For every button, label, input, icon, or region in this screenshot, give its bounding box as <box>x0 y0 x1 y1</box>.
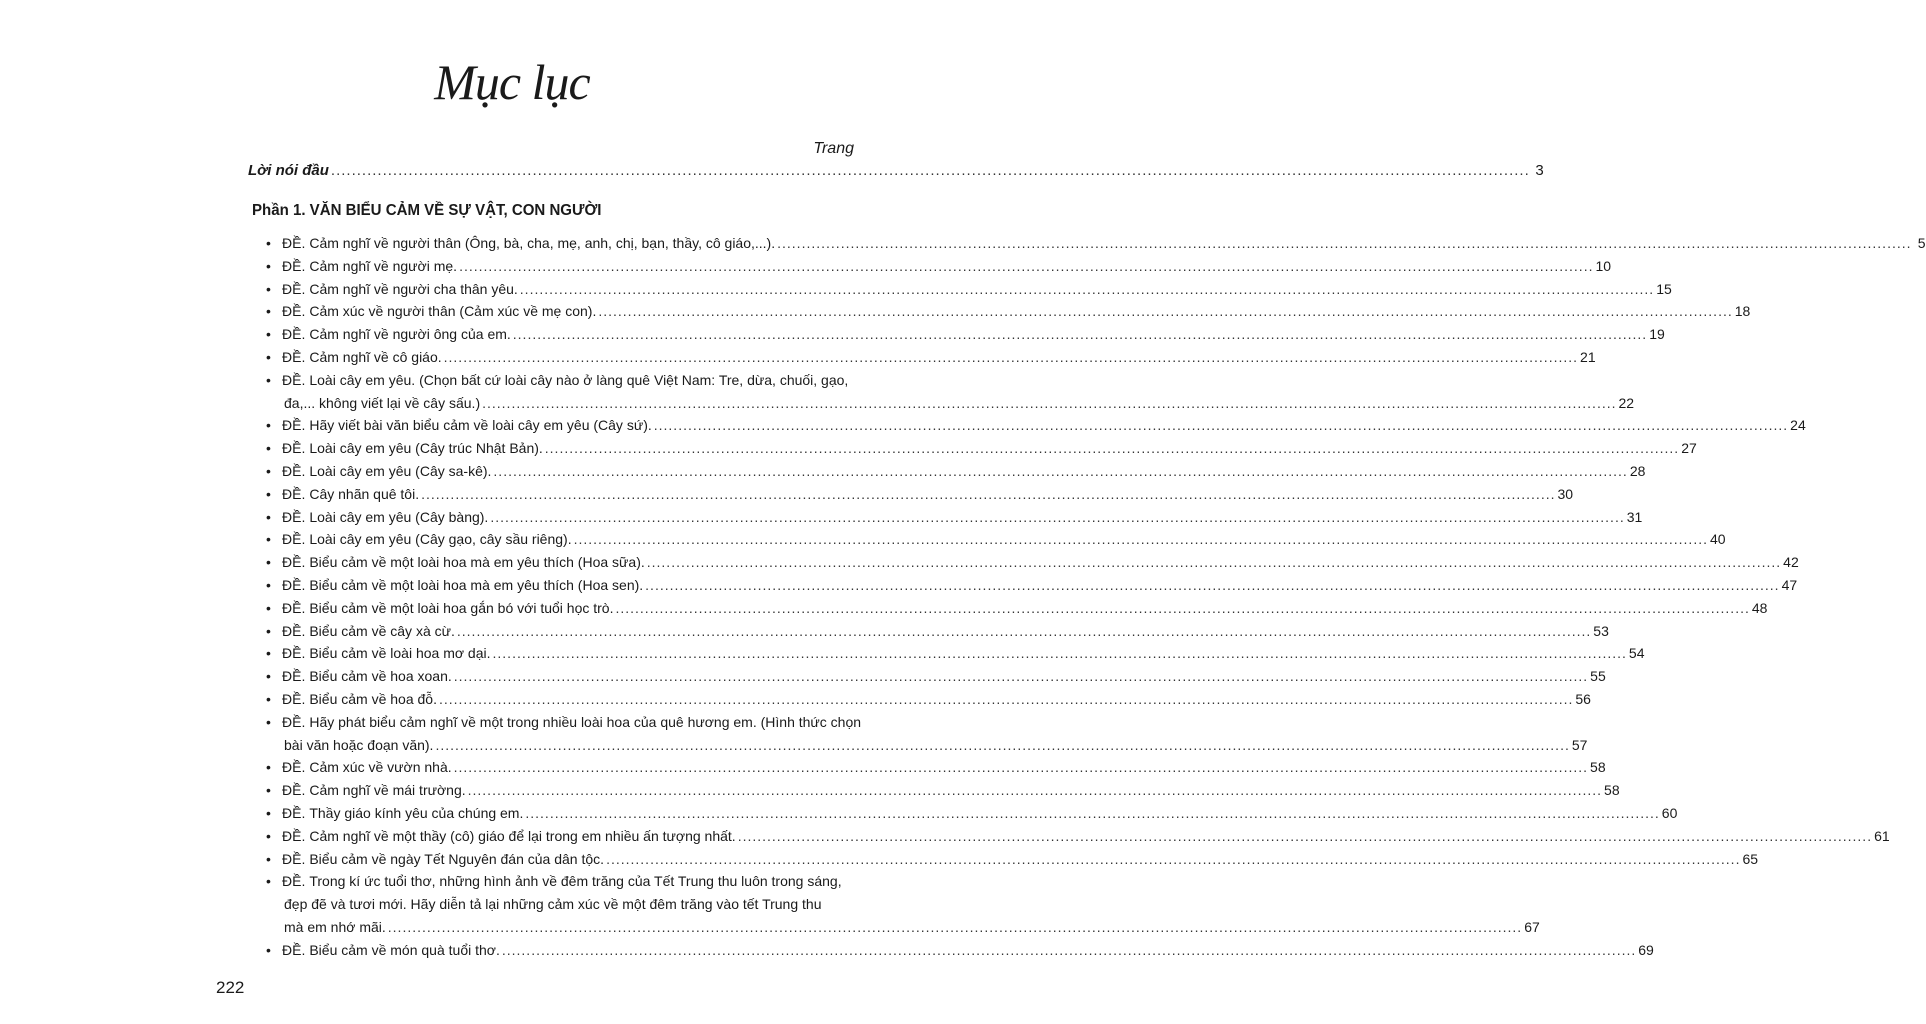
toc-entry-body: Biểu cảm về món quà tuổi thơ. <box>309 941 500 958</box>
bullet-icon: • <box>266 645 271 662</box>
dot-leader <box>598 300 1732 323</box>
toc-entry-body: Biểu cảm về một loài hoa gắn bó với tuổi học trò. <box>309 599 614 616</box>
entry-prefix: ĐỀ. <box>282 873 306 890</box>
toc-entry <box>266 369 1635 415</box>
toc-entry-text <box>282 665 452 688</box>
toc-entry-line <box>282 802 1678 825</box>
toc-entry-line <box>282 825 1890 848</box>
entry-prefix: ĐỀ. <box>282 417 306 434</box>
toc-entry-body: Cảm xúc về vườn nhà. <box>309 759 452 776</box>
toc-entry-body: mà em nhớ mãi. <box>284 918 386 935</box>
toc-entry-page: 42 <box>1783 554 1799 571</box>
bullet-icon: • <box>266 440 271 457</box>
toc-entry <box>266 779 1620 802</box>
dot-leader <box>520 278 1654 301</box>
entry-prefix: ĐỀ. <box>282 462 306 479</box>
toc-entry <box>266 255 1612 278</box>
dot-leader <box>331 162 1530 179</box>
toc-entry <box>266 688 1591 711</box>
toc-entry-body: Cảm nghĩ về người thân (Ông, bà, cha, mẹ, anh, chị, bạn, thầy, cô giáo,...). <box>309 235 776 251</box>
toc-entry-line <box>282 255 1612 278</box>
toc-entry-body: Loài cây em yêu (Cây sa-kê). <box>309 462 492 479</box>
toc-entry-line <box>282 939 1654 962</box>
toc-entry-line <box>282 711 862 734</box>
entry-prefix: ĐỀ. <box>282 485 306 502</box>
toc-entry <box>266 574 1798 597</box>
bullet-icon: • <box>266 303 271 320</box>
entry-prefix: ĐỀ. <box>282 257 306 274</box>
bullet-icon: • <box>266 941 271 958</box>
bullet-icon: • <box>266 485 271 502</box>
dot-leader <box>439 688 1573 711</box>
toc-entry <box>266 437 1697 460</box>
toc-entry-page: 56 <box>1575 690 1591 707</box>
part-heading: Phần 1. VĂN BIỂU CẢM VỀ SỰ VẬT, CON NGƯỜI <box>252 202 602 219</box>
toc-entry-page: 10 <box>1595 257 1612 274</box>
toc-entry-text <box>282 896 821 912</box>
entry-prefix: ĐỀ. <box>282 348 306 365</box>
toc-entry-page: 31 <box>1626 508 1643 525</box>
toc-entry <box>266 825 1890 848</box>
entry-prefix: ĐỀ. <box>282 508 306 525</box>
toc-entry-text <box>282 873 842 889</box>
entry-prefix: ĐỀ. <box>282 941 306 958</box>
toc-entry <box>266 278 1672 301</box>
toc-entry-text <box>282 779 466 802</box>
toc-entry-text <box>282 688 437 711</box>
toc-entry-text <box>282 551 645 574</box>
toc-entry-body: Biểu cảm về hoa đỗ. <box>309 690 437 707</box>
bullet-icon: • <box>266 235 271 251</box>
entry-prefix: ĐỀ. <box>282 371 306 388</box>
toc-entry-page: 18 <box>1734 303 1751 320</box>
toc-entry-line <box>282 870 854 893</box>
dot-leader <box>645 574 1779 597</box>
bullet-icon: • <box>266 348 271 365</box>
toc-entry-body: Biểu cảm về ngày Tết Nguyên đán của dân tộc. <box>309 850 605 867</box>
page-title: Mục lục <box>434 54 590 110</box>
bullet-icon: • <box>266 827 271 844</box>
bullet-icon: • <box>266 668 271 685</box>
toc-entry <box>266 848 1759 871</box>
entry-prefix: ĐỀ. <box>282 440 306 457</box>
toc-entry-text <box>282 323 511 346</box>
toc-entry-body: Cảm nghĩ về cô giáo. <box>309 348 442 365</box>
toc-entry-page: 15 <box>1656 280 1672 297</box>
toc-entry-line <box>282 597 1768 620</box>
entry-prefix: ĐỀ. <box>282 235 306 251</box>
bullet-icon: • <box>266 508 271 525</box>
toc-entry <box>266 939 1654 962</box>
toc-entry-body: Cây nhãn quê tôi. <box>309 485 420 502</box>
toc-entry-body: Cảm nghĩ về mái trường. <box>309 782 466 799</box>
toc-entry-page: 69 <box>1638 941 1654 958</box>
entry-prefix: ĐỀ. <box>282 827 306 844</box>
toc-entry-line <box>282 278 1672 301</box>
toc-entry-page: 57 <box>1571 736 1588 753</box>
toc-entry <box>266 460 1646 483</box>
toc-entry-page: 22 <box>1618 394 1635 411</box>
bullet-icon: • <box>266 804 271 821</box>
toc-entry-page: 58 <box>1604 782 1620 799</box>
toc-entry-text <box>282 483 419 506</box>
toc-entry-text <box>282 642 491 665</box>
dot-leader <box>482 392 1616 415</box>
toc-entry-body: Trong kí ức tuổi thơ, những hình ảnh về đêm trăng của Tết Trung thu luôn trong sáng, <box>309 873 842 890</box>
dot-leader <box>493 642 1627 665</box>
toc-entry-line <box>282 756 1606 779</box>
dot-leader <box>738 825 1872 848</box>
toc-entry <box>266 483 1574 506</box>
preface-page: 3 <box>1535 162 1544 179</box>
toc-entry-body: Cảm nghĩ về người mẹ. <box>309 257 458 274</box>
bullet-icon: • <box>266 326 271 343</box>
toc-entry-text <box>282 460 491 483</box>
toc-entry-body: Hãy phát biểu cảm nghĩ về một trong nhiều loài hoa của quê hương em. (Hình thức chọn <box>309 713 862 730</box>
toc-entry-body: Cảm nghĩ về người ông của em. <box>309 326 511 343</box>
toc-entry <box>266 300 1751 323</box>
toc-entry <box>266 232 1926 255</box>
entry-prefix: ĐỀ. <box>282 850 306 867</box>
toc-entry-page: 5 <box>1917 235 1926 251</box>
toc-entry-line <box>282 893 854 916</box>
toc-entry-text <box>282 437 543 460</box>
toc-entry-line <box>282 483 1574 506</box>
bullet-icon: • <box>266 782 271 799</box>
toc-entry-text <box>282 255 457 278</box>
toc-list <box>266 232 1926 962</box>
entry-prefix: ĐỀ. <box>282 599 306 616</box>
page-column-label: Trang <box>813 140 854 157</box>
toc-entry-body: Cảm xúc về người thân (Cảm xúc về mẹ con). <box>309 303 597 320</box>
dot-leader <box>435 734 1569 757</box>
toc-entry-text <box>282 734 433 757</box>
toc-entry-line <box>282 665 1606 688</box>
dot-leader <box>454 756 1588 779</box>
page-number: 222 <box>216 978 245 997</box>
toc-entry <box>266 346 1596 369</box>
toc-entry-body: Loài cây em yêu. (Chọn bất cứ loài cây nào ở làng quê Việt Nam: Tre, dừa, chuối, gạo, <box>309 371 849 388</box>
dot-leader <box>574 528 1708 551</box>
toc-entry <box>266 506 1643 529</box>
toc-entry-text <box>282 300 596 323</box>
bullet-icon: • <box>266 280 271 297</box>
toc-entry-text <box>282 939 500 962</box>
dot-leader <box>606 848 1740 871</box>
dot-leader <box>490 506 1624 529</box>
toc-entry-body: Biểu cảm về cây xà cừ. <box>309 622 455 639</box>
bullet-icon: • <box>266 417 271 434</box>
toc-entry-page: 61 <box>1874 827 1890 844</box>
toc-entry-text <box>282 756 452 779</box>
toc-entry-page: 60 <box>1661 804 1678 821</box>
dot-leader <box>502 939 1636 962</box>
bullet-icon: • <box>266 873 271 890</box>
entry-prefix: ĐỀ. <box>282 622 306 639</box>
toc-entry <box>266 642 1645 665</box>
entry-prefix: ĐỀ. <box>282 713 306 730</box>
toc-entry-text <box>282 620 455 643</box>
bullet-icon: • <box>266 576 271 593</box>
toc-entry-body: Cảm nghĩ về một thầy (cô) giáo để lại trong em nhiều ấn tượng nhất. <box>309 827 736 844</box>
toc-entry-line <box>282 779 1620 802</box>
dot-leader <box>454 665 1588 688</box>
entry-prefix: ĐỀ. <box>282 554 306 571</box>
toc-entry-page: 58 <box>1590 759 1606 776</box>
toc-entry-page: 55 <box>1590 668 1606 685</box>
toc-entry-body: Loài cây em yêu (Cây gạo, cây sầu riêng). <box>309 531 572 548</box>
dot-leader <box>615 597 1749 620</box>
toc-entry-text <box>282 278 518 301</box>
toc-entry-text <box>282 392 480 415</box>
toc-entry-line <box>282 574 1798 597</box>
toc-entry-body: Biểu cảm về một loài hoa mà em yêu thích (Hoa sữa). <box>309 554 645 571</box>
toc-entry-line <box>282 346 1596 369</box>
entry-prefix: ĐỀ. <box>282 303 306 320</box>
bullet-icon: • <box>266 690 271 707</box>
toc-entry <box>266 323 1665 346</box>
entry-prefix: ĐỀ. <box>282 804 306 821</box>
toc-entry-body: đa,... không viết lại về cây sấu.) <box>284 394 481 411</box>
toc-entry-page: 21 <box>1580 348 1596 365</box>
toc-entry-line <box>282 734 1588 757</box>
toc-entry <box>266 414 1806 437</box>
toc-entry <box>266 620 1609 643</box>
dot-leader <box>545 437 1679 460</box>
toc-entry-page: 27 <box>1681 440 1697 457</box>
dot-leader <box>388 916 1522 939</box>
dot-leader <box>513 323 1647 346</box>
toc-entry-page: 40 <box>1710 531 1726 548</box>
toc-entry-line <box>282 460 1646 483</box>
toc-entry-line <box>282 392 1635 415</box>
dot-leader <box>777 232 1911 255</box>
toc-entry-body: Biểu cảm về hoa xoan. <box>309 668 452 685</box>
entry-prefix: ĐỀ. <box>282 759 306 776</box>
toc-entry <box>266 711 1588 757</box>
toc-entry-body: Biểu cảm về loài hoa mơ dại. <box>309 645 491 662</box>
toc-entry-text <box>282 802 523 825</box>
toc-entry <box>266 528 1726 551</box>
bullet-icon: • <box>266 713 271 730</box>
toc-entry-text <box>282 825 736 848</box>
toc-entry-line <box>282 688 1591 711</box>
entry-prefix: ĐỀ. <box>282 280 306 297</box>
toc-entry-line <box>282 620 1609 643</box>
toc-entry-text <box>282 372 848 388</box>
bullet-icon: • <box>266 371 271 388</box>
toc-entry-text <box>282 574 643 597</box>
toc-entry <box>266 551 1799 574</box>
preface-entry <box>248 162 1544 179</box>
toc-entry-body: Loài cây em yêu (Cây bàng). <box>309 508 489 525</box>
toc-entry-page: 47 <box>1781 576 1798 593</box>
toc-entry-page: 30 <box>1557 485 1574 502</box>
toc-entry-line <box>282 437 1697 460</box>
toc-entry-line <box>282 414 1806 437</box>
bullet-icon: • <box>266 850 271 867</box>
toc-entry-text <box>282 714 861 730</box>
entry-prefix: ĐỀ. <box>282 576 306 593</box>
toc-entry-line <box>282 506 1643 529</box>
dot-leader <box>647 551 1781 574</box>
toc-entry-text <box>282 916 386 939</box>
toc-entry <box>266 756 1606 779</box>
bullet-icon: • <box>266 462 271 479</box>
toc-entry-page: 48 <box>1751 599 1768 616</box>
dot-leader <box>421 483 1555 506</box>
dot-leader <box>654 414 1788 437</box>
entry-prefix: ĐỀ. <box>282 531 306 548</box>
toc-entry-page: 67 <box>1524 918 1540 935</box>
toc-entry-text <box>282 346 442 369</box>
toc-entry-page: 24 <box>1790 417 1806 434</box>
entry-prefix: ĐỀ. <box>282 645 306 662</box>
dot-leader <box>444 346 1578 369</box>
toc-entry-line <box>282 369 854 392</box>
toc-entry-line <box>282 232 1926 255</box>
toc-entry-text <box>282 232 775 255</box>
toc-entry-line <box>282 528 1726 551</box>
toc-entry <box>266 870 1540 938</box>
toc-entry-page: 19 <box>1649 326 1665 343</box>
toc-entry-line <box>282 300 1751 323</box>
toc-entry-text <box>282 528 572 551</box>
entry-prefix: ĐỀ. <box>282 782 306 799</box>
toc-entry-page: 54 <box>1628 645 1645 662</box>
bullet-icon: • <box>266 599 271 616</box>
bullet-icon: • <box>266 257 271 274</box>
dot-leader <box>468 779 1602 802</box>
toc-entry-body: đẹp đẽ và tươi mới. Hãy diễn tả lại những cảm xúc về một đêm trăng vào tết Trung thu <box>284 896 822 913</box>
toc-entry-page: 53 <box>1593 622 1609 639</box>
entry-prefix: ĐỀ. <box>282 668 306 685</box>
entry-prefix: ĐỀ. <box>282 326 306 343</box>
toc-entry-body: Loài cây em yêu (Cây trúc Nhật Bản). <box>309 440 543 457</box>
toc-entry-body: Hãy viết bài văn biểu cảm về loài cây em yêu (Cây sứ). <box>309 417 652 434</box>
dot-leader <box>493 460 1627 483</box>
bullet-icon: • <box>266 622 271 639</box>
preface-label: Lời nói đầu <box>248 162 329 179</box>
bullet-icon: • <box>266 531 271 548</box>
toc-entry-text <box>282 848 604 871</box>
toc-entry-body: Cảm nghĩ về người cha thân yêu. <box>309 280 518 297</box>
toc-entry <box>266 665 1606 688</box>
toc-entry-page: 28 <box>1629 462 1646 479</box>
toc-entry-text <box>282 414 652 437</box>
toc-entry-line <box>282 642 1645 665</box>
toc-entry-line <box>282 323 1665 346</box>
dot-leader <box>457 620 1591 643</box>
toc-entry <box>266 802 1678 825</box>
entry-prefix: ĐỀ. <box>282 690 306 707</box>
toc-entry-line <box>282 916 1540 939</box>
toc-entry-body: Thầy giáo kính yêu của chúng em. <box>309 804 524 821</box>
bullet-icon: • <box>266 759 271 776</box>
bullet-icon: • <box>266 554 271 571</box>
toc-entry-line <box>282 848 1759 871</box>
toc-entry-body: Biểu cảm về một loài hoa mà em yêu thích (Hoa sen). <box>309 576 644 593</box>
dot-leader <box>459 255 1593 278</box>
dot-leader <box>525 802 1659 825</box>
toc-entry-text <box>282 597 613 620</box>
toc-entry-line <box>282 551 1799 574</box>
toc-entry-page: 65 <box>1742 850 1759 867</box>
toc-entry-body: bài văn hoặc đoạn văn). <box>284 736 434 753</box>
toc-entry-text <box>282 506 488 529</box>
toc-entry <box>266 597 1768 620</box>
